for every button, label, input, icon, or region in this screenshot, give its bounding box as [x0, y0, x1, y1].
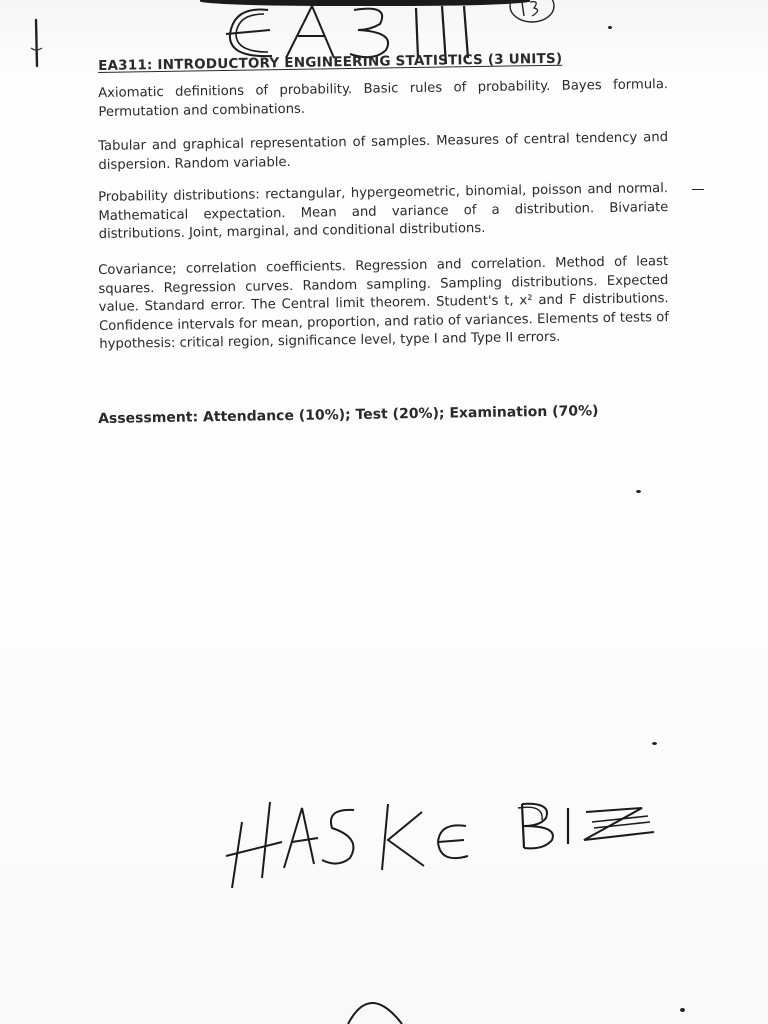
scan-speck	[652, 742, 657, 745]
syllabus-paragraph-2: Tabular and graphical representation of samples. Measures of central tendency and dispersion. Random variable.	[98, 130, 669, 173]
handwritten-corner-number	[506, 0, 558, 28]
syllabus-paragraph-4: Covariance; correlation coefficients. Regression and correlation. Method of least squares. Regression curves. Random sampling. Sampling distributions. Expected value. Standard error. The Central limit theorem. Student's t, x² and F distributions. Confidence intervals for mean, proportion, and ratio of variances. Elements of tests of hypothesis: critical region, significance level, type I and Type II errors.	[98, 254, 670, 352]
partial-handwriting-curve	[340, 990, 430, 1024]
assessment-line: Assessment: Attendance (10%); Test (20%); Examination (70%)	[98, 403, 599, 427]
scan-speck	[692, 189, 704, 190]
margin-pen-mark	[28, 18, 48, 70]
scan-speck	[636, 490, 641, 493]
scan-speck	[680, 1008, 685, 1012]
scan-speck	[608, 26, 612, 29]
course-heading: EA311: INTRODUCTORY ENGINEERING STATISTICS (3 UNITS)	[98, 50, 563, 74]
syllabus-paragraph-3: Probability distributions: rectangular, hypergeometric, binomial, poisson and normal. Mathematical expectation. Mean and variance of a distribution. Bivariate distributions. Joint, marginal, and conditional distributions.	[98, 181, 669, 242]
syllabus-paragraph-1: Axiomatic definitions of probability. Basic rules of probability. Bayes formula. Permutation and combinations.	[98, 77, 669, 120]
handwritten-signature	[222, 782, 662, 892]
